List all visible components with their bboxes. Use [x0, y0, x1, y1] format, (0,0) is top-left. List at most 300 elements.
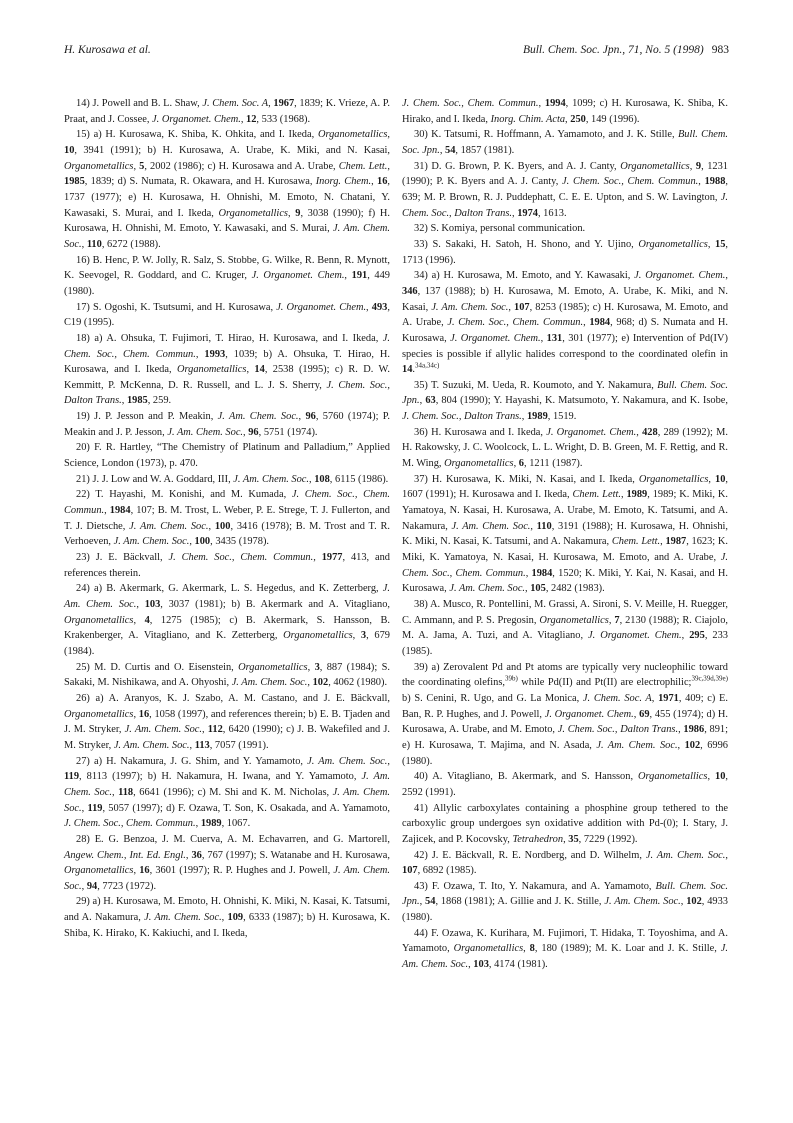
volume-number: 14	[254, 364, 265, 376]
reference-text: , 1211 (1987).	[524, 458, 583, 470]
journal-name: J. Organomet. Chem.	[588, 630, 682, 642]
reference-text: , 3191 (1988); H. Kurosawa, H. Ohnishi, K. Miki, N. Kasai, K. Tatsumi, and A. Nakamura,	[402, 520, 729, 548]
volume-number: 1993	[204, 348, 226, 360]
superscript-citation: 39b)	[505, 674, 518, 683]
journal-name: J. Chem. Soc., Chem. Commun.	[562, 176, 699, 188]
volume-number: 54	[425, 896, 436, 908]
reference-text: while Pd(II) and Pt(II) are electrophilic;	[517, 677, 692, 689]
reference-text: A. Vitagliano, B. Akermark, and S. Hansson,	[432, 771, 638, 783]
volume-number: 102	[312, 677, 329, 689]
volume-number: 96	[248, 426, 259, 438]
journal-name: Organometallics	[64, 160, 134, 172]
reference-text: ,	[513, 458, 519, 470]
reference-text: ,	[352, 630, 361, 642]
reference-number: 17)	[76, 301, 93, 313]
superscript-citation: 39c,39d,39e)	[691, 674, 728, 683]
volume-number: 109	[227, 912, 244, 924]
volume-number: 1985	[126, 395, 148, 407]
journal-name: Angew. Chem., Int. Ed. Engl.	[64, 849, 186, 861]
volume-number: 107	[514, 301, 530, 313]
reference-text: T. Suzuki, M. Ueda, R. Koumoto, and Y. Nakamura,	[430, 379, 658, 391]
volume-number: 10	[64, 144, 75, 156]
reference-text: , 3941 (1991); b) H. Kurosawa, A. Urabe, K. Miki, and N. Kasai,	[74, 144, 390, 156]
volume-number: 69	[639, 708, 650, 720]
volume-number: 108	[314, 473, 330, 485]
reference-text: H. Kurosawa, K. Miki, N. Kasai, and I. Ikeda,	[431, 473, 639, 485]
journal-name: J. Chem. Soc., Chem. Commun.	[402, 98, 539, 109]
journal-name: J. Organomet. Chem.	[544, 708, 634, 720]
reference-text: ,	[133, 865, 140, 877]
reference-text: ,	[287, 207, 296, 219]
reference-number: 37)	[414, 473, 432, 485]
volume-number: 1985	[64, 176, 85, 188]
journal-name: J. Am. Chem. Soc.	[64, 223, 390, 250]
reference-text: S. Sakaki, H. Satoh, H. Shono, and Y. Ujino,	[432, 238, 639, 250]
volume-number: 9	[295, 207, 301, 219]
journal-name: J. Am. Chem. Soc.	[64, 786, 390, 814]
reference-text: , 1839; d) S. Numata, R. Okawara, and H. Kurosawa,	[84, 176, 316, 188]
volume-number: 113	[194, 739, 210, 751]
reference-entry	[402, 378, 728, 425]
journal-name: Organometallics	[64, 708, 134, 720]
journal-name: J. Chem. Soc., Chem. Commun.	[64, 818, 196, 830]
reference-text: ,	[689, 160, 696, 172]
volume-number: 110	[536, 520, 552, 532]
reference-text: a) A. Ohsuka, T. Fujimori, T. Hirao, H. Kurosawa, and I. Ikeda,	[94, 332, 383, 344]
reference-entry	[64, 409, 390, 440]
journal-name: J. Am. Chem. Soc.	[124, 724, 203, 736]
reference-text: , 4933 (1980).	[402, 896, 729, 924]
journal-name: J. Chem. Soc., Dalton Trans.	[402, 411, 522, 423]
references-column-left	[64, 96, 390, 941]
reference-text: , 1039; b) A. Ohsuka, T. Hirao, H. Kurosawa, and I. Ikeda,	[64, 348, 390, 376]
reference-text: ,	[371, 176, 377, 188]
journal-name: Organometallics	[638, 473, 709, 485]
reference-text: , 289 (1992); M. H. Rakowsky, J. C. Woolcock, L. L. Wright, D. B. Green, M. F. Rettig, and R. M. Wing,	[402, 426, 729, 470]
reference-entry	[402, 268, 728, 378]
reference-text: ,	[563, 833, 569, 845]
volume-number: 63	[425, 395, 436, 407]
reference-number: 23)	[76, 552, 96, 564]
volume-number: 112	[207, 724, 223, 736]
reference-text: J. Powell and B. L. Shaw,	[92, 98, 203, 109]
reference-text: D. G. Brown, P. K. Byers, and A. J. Canty,	[431, 160, 621, 172]
volume-number: 191	[351, 270, 368, 282]
reference-text: , 2592 (1991).	[402, 771, 728, 798]
reference-text: ,	[104, 505, 110, 517]
journal-name: Bull. Chem. Soc. Jpn.	[402, 379, 729, 407]
reference-text: , 107; B. M. Trost, L. Weber, P. E. Strege, T. J. Fullerton, and T. J. Dietsche,	[64, 505, 391, 532]
volume-number: 1984	[589, 317, 611, 329]
reference-entry	[402, 237, 728, 268]
reference-text: ,	[508, 301, 515, 313]
reference-number: 22)	[76, 489, 96, 501]
reference-text: ,	[268, 98, 274, 109]
journal-name: J. Am. Chem. Soc.	[402, 943, 728, 971]
reference-text: , 1839; K. Vrieze, A. P. Praat, and J. Cossee,	[64, 98, 390, 125]
reference-text: ,	[678, 724, 684, 736]
reference-entry	[64, 550, 390, 581]
reference-text: ,	[387, 129, 391, 141]
volume-number: 346	[402, 285, 418, 297]
volume-number: 10	[715, 473, 726, 485]
reference-number: 18)	[76, 332, 95, 344]
reference-text: ,	[633, 708, 640, 720]
reference-number: 39)	[414, 661, 432, 673]
reference-text: ,	[81, 238, 87, 250]
reference-text: ,	[111, 786, 119, 798]
reference-entry	[64, 253, 390, 300]
volume-number: 103	[144, 599, 161, 610]
journal-name: J. Am. Chem. Soc.	[307, 755, 388, 767]
journal-name: J. Organomet. Chem.	[450, 332, 541, 344]
reference-text: ,	[136, 599, 145, 610]
volume-number: 1989	[626, 489, 648, 501]
reference-entry	[402, 472, 728, 597]
reference-entry	[64, 440, 390, 471]
reference-text: ,	[419, 896, 426, 908]
reference-text: ,	[707, 771, 715, 783]
reference-text: ,	[208, 520, 215, 532]
reference-text: ,	[608, 614, 615, 626]
reference-text: ,	[707, 238, 716, 250]
reference-text: , 5057 (1997); d) F. Ozawa, T. Son, K. Osakada, and A. Yamamoto,	[102, 802, 391, 814]
reference-entry	[402, 425, 728, 472]
reference-number: 41)	[414, 802, 433, 814]
volume-number: 94	[86, 880, 98, 892]
journal-name: J. Am. Chem. Soc.	[233, 473, 309, 485]
reference-entry	[64, 754, 390, 832]
volume-number: 131	[546, 332, 563, 344]
volume-number: 1988	[704, 176, 726, 188]
reference-text: , 5760 (1974); P. Meakin and J. P. Jesson,	[64, 411, 390, 438]
reference-text: T. Hayashi, M. Konishi, and M. Kumada,	[95, 489, 292, 501]
volume-number: 96	[305, 411, 316, 423]
reference-text: , 1713 (1996).	[402, 238, 729, 266]
reference-number: 43)	[414, 880, 432, 892]
reference-text: ,	[680, 896, 687, 908]
reference-text: J. E. Bäckvall, R. E. Nordberg, and D. Wilhelm,	[431, 849, 646, 861]
journal-name: J. Chem. Soc. A	[582, 692, 652, 704]
reference-text: , 259.	[147, 395, 172, 407]
reference-text: ,	[81, 802, 88, 814]
reference-text: ,	[221, 912, 228, 924]
reference-number: 15)	[76, 129, 94, 141]
journal-name: J. Am. Chem. Soc.	[449, 583, 526, 595]
reference-text: a) Zerovalent Pd and Pt atoms are typically very nucleophilic toward the coordinating olefins,	[402, 661, 728, 689]
reference-text: , 1058 (1997), and references therein; b) E. B. Tjaden and J. M. Stryker,	[64, 708, 390, 736]
volume-number: 250	[570, 113, 586, 125]
reference-number: 25)	[76, 661, 95, 673]
reference-text: ,	[530, 520, 537, 532]
reference-text: ,	[133, 614, 145, 626]
journal-name: J. Organomet. Chem.	[634, 270, 726, 282]
reference-text: , 3038 (1990); f) H. Kurosawa, H. Ohnishi, M. Emoto, Y. Kawasaki, and S. Murai,	[64, 207, 390, 235]
reference-text: , 891; e) H. Kurosawa, T. Majima, and N. Asada,	[402, 724, 728, 751]
reference-text: , 409; c) E. Ban, R. P. Hughes, and J. Powell,	[402, 692, 728, 720]
reference-text: J. P. Jesson and P. Meakin,	[94, 411, 218, 423]
reference-text: ,	[387, 160, 390, 172]
reference-text: , 233 (1985).	[402, 630, 728, 657]
reference-text: , 1857 (1981).	[455, 144, 515, 156]
page-number: 983	[711, 44, 729, 56]
reference-entry	[64, 127, 390, 252]
reference-number: 16)	[76, 254, 93, 266]
reference-text: , 6115 (1986).	[329, 473, 389, 485]
reference-text: , 639; M. P. Brown, R. J. Puddephatt, C. E. E. Upton, and S. W. Lavington,	[402, 176, 728, 203]
volume-number: 3	[314, 661, 320, 673]
volume-number: 107	[402, 865, 418, 877]
volume-number: 105	[530, 583, 546, 595]
reference-text: , 7057 (1991).	[209, 739, 269, 751]
reference-text: , 2482 (1983).	[545, 583, 605, 595]
reference-text: ,	[189, 739, 195, 751]
reference-text: ,	[298, 411, 306, 423]
reference-entry	[402, 801, 728, 848]
volume-number: 1984	[531, 567, 553, 579]
reference-text: , 301 (1977); e) Intervention of Pd(IV) species is possible if allylic halides correspond to the coordinated olefin in	[402, 332, 728, 360]
reference-entry	[402, 127, 728, 158]
reference-number: 20)	[76, 442, 95, 454]
journal-name: J. Am. Chem. Soc.	[451, 520, 531, 532]
reference-text: , 449 (1980).	[64, 270, 391, 297]
volume-number: 1974	[517, 207, 538, 219]
reference-text: ,	[583, 317, 590, 329]
volume-number: 14	[402, 364, 413, 376]
reference-number: 21)	[76, 473, 93, 485]
reference-text: , 1737 (1977); e) H. Kurosawa, H. Ohnishi, M. Emoto, N. Chatani, Y. Kawasaki, S. Murai, and I. Ikeda,	[64, 176, 390, 219]
journal-name: Organometallics	[64, 614, 134, 626]
reference-text: a) H. Kurosawa, K. Shiba, K. Ohkita, and I. Ikeda,	[93, 129, 318, 141]
reference-text: ,	[677, 739, 685, 751]
reference-text: , 1275 (1985); c) B. Akermark, S. Hansson, B. Krakenberger, A. Vitagliano, and K. Zetterberg,	[64, 614, 390, 642]
reference-text: ,	[660, 536, 666, 548]
reference-text: H. Kurosawa and I. Ikeda,	[431, 426, 547, 438]
reference-text: , 8113 (1997); b) H. Nakamura, H. Iwana, and Y. Yamamoto,	[79, 771, 362, 783]
journal-name: Chem. Lett.	[611, 536, 661, 548]
reference-text: ,	[565, 113, 571, 125]
volume-number: 8	[529, 943, 535, 955]
reference-text: , 6641 (1996); c) M. Shi and K. M. Nicholas,	[133, 786, 333, 798]
journal-name: J. Chem. Soc. A	[202, 98, 269, 109]
reference-entry	[402, 769, 728, 800]
reference-text: , 1623; K. Miki, K. Yamatoya, N. Kasai, H. Kurosawa, M. Emoto, and A. Urabe,	[402, 536, 728, 564]
reference-text: ,	[81, 880, 87, 892]
reference-text: J. J. Low and W. A. Goddard, III,	[92, 473, 234, 485]
journal-name: J. Am. Chem. Soc.	[144, 912, 222, 924]
reference-text: ,	[133, 708, 139, 720]
reference-number: 38)	[414, 599, 430, 610]
reference-entry	[64, 660, 390, 691]
reference-text: , 6420 (1990); c) J. B. Wakefiled and J. M. Stryker,	[64, 724, 391, 751]
reference-text: ,	[307, 677, 313, 689]
journal-name: J. Chem. Soc., Dalton Trans.	[64, 379, 390, 407]
journal-name: J. Am. Chem. Soc.	[64, 771, 390, 798]
journal-name: J. Chem. Soc., Chem. Commun.	[447, 317, 584, 329]
reference-text: ,	[189, 536, 195, 548]
reference-text: B. Henc, P. W. Jolly, R. Salz, S. Stobbe, G. Wilke, R. Benn, R. Mynott, K. Seevogel, R. Goddard, and C. Kruger,	[64, 254, 390, 282]
reference-text: ,	[725, 849, 728, 861]
journal-name: Organometallics	[453, 943, 524, 955]
reference-text: ,	[366, 301, 372, 313]
reference-text: , 887 (1984); S. Sakaki, M. Nishikawa, and A. Ohyoshi,	[64, 661, 390, 689]
reference-text: , 7723 (1972).	[97, 880, 157, 892]
reference-entry	[64, 832, 390, 895]
journal-name: J. Organomet. Chem.	[152, 113, 241, 125]
volume-number: 295	[689, 630, 705, 642]
volume-number: 3	[360, 630, 367, 642]
reference-text: ,	[468, 959, 474, 971]
header-journal-info	[523, 44, 729, 56]
journal-name: Chem. Lett.	[572, 489, 621, 501]
reference-text: ,	[511, 207, 518, 219]
reference-text: , 6333 (1987); b) H. Kurosawa, K. Shiba, K. Hirako, K. Kakiuchi, and I. Ikeda,	[64, 912, 390, 939]
volume-number: 16	[138, 708, 150, 720]
journal-name: J. Am. Chem. Soc.	[167, 426, 244, 438]
journal-name: J. Organomet. Chem.	[251, 270, 345, 282]
reference-text: a) H. Kurosawa, M. Emoto, and Y. Kawasaki,	[431, 270, 635, 282]
reference-entry	[64, 487, 390, 550]
reference-text: , 3435 (1978).	[210, 536, 269, 548]
reference-text: a) B. Akermark, G. Akermark, L. S. Hegedus, and K. Zetterberg,	[94, 583, 383, 595]
reference-number: 26)	[76, 692, 96, 704]
reference-text: .	[412, 364, 415, 376]
reference-text: ,	[538, 98, 545, 109]
reference-text: , 1607 (1991); H. Kurosawa and I. Ikeda,	[402, 473, 728, 501]
reference-text: , 804 (1990); Y. Hayashi, K. Matsumoto, Y. Nakamura, and K. Isobe,	[435, 395, 729, 407]
reference-number: 24)	[76, 583, 95, 595]
reference-entry	[64, 472, 390, 488]
reference-text: ,	[419, 395, 426, 407]
journal-name: Organometallics	[176, 364, 247, 376]
journal-name: Bull. Chem. Soc. Jpn.	[402, 880, 728, 908]
reference-number: 31)	[414, 160, 432, 172]
journal-name: Tetrahedron	[512, 833, 564, 845]
journal-name: Chem. Lett.	[338, 160, 388, 172]
reference-text: , 6996 (1980).	[402, 739, 728, 767]
reference-entry	[64, 894, 390, 941]
reference-text: , 767 (1997); S. Watanabe and H. Kurosawa,	[201, 849, 391, 861]
reference-text: F. Ozawa, K. Kurihara, M. Fujimori, T. Hidaka, T. Toyoshima, and A. Yamamoto,	[402, 927, 729, 955]
reference-text: Allylic carboxylates containing a phosphine group tethered to the carboxylic group undergoes syn oxidative addition with Pd-(0); I. Stary, J. Zajicek, and P. Kocovsky,	[402, 802, 729, 845]
reference-entry	[402, 159, 728, 222]
journal-name: J. Am. Chem. Soc.	[596, 739, 678, 751]
reference-text: , 968; d) S. Numata and H. Kurosawa,	[402, 317, 728, 344]
reference-text: ,	[725, 270, 728, 282]
reference-text: , 4174 (1981).	[488, 959, 548, 971]
reference-text: ,	[521, 411, 527, 423]
reference-text: , 2538 (1995); c) R. D. W. Kemmitt, P. McKenna, D. R. Russell, and L. J. S. Sherry,	[64, 364, 390, 391]
reference-text: M. D. Curtis and O. Eisenstein,	[94, 661, 239, 673]
volume-number: 6	[518, 458, 524, 470]
journal-name: J. Organomet. Chem.	[276, 301, 367, 313]
reference-entry	[402, 926, 728, 973]
reference-text: ,	[195, 348, 205, 360]
reference-text: ,	[525, 567, 532, 579]
reference-text: , 1989; K. Miki, K. Yamatoya, N. Kasai, H. Kurosawa, A. Urabe, M. Emoto, K. Tatsumi, and A. Nakamura,	[402, 489, 728, 532]
reference-number: 32)	[414, 223, 431, 235]
journal-name: J. Am. Chem. Soc.	[64, 583, 391, 610]
volume-number: 15	[715, 238, 726, 250]
reference-text: , 1868 (1981); A. Gillie and J. K. Stille,	[435, 896, 605, 908]
reference-text: ,	[523, 943, 530, 955]
volume-number: 7	[614, 614, 620, 626]
reference-text: ,	[121, 395, 127, 407]
reference-entry	[64, 581, 390, 659]
reference-text: , 137 (1988); b) H. Kurosawa, M. Emoto, A. Urabe, K. Miki, and N. Kasai,	[402, 285, 728, 313]
reference-text: , 3416 (1978); B. M. Trost and T. R. Verhoeven,	[64, 520, 391, 548]
header-authors: H. Kurosawa et al.	[64, 44, 151, 56]
reference-text: , 3037 (1981); b) B. Akermark and A. Vitagliano,	[160, 599, 390, 610]
journal-name: Organometallics	[218, 207, 288, 219]
reference-text: ,	[240, 113, 247, 125]
volume-number: 102	[684, 739, 701, 751]
volume-number: 100	[194, 536, 211, 548]
journal-name: Organometallics	[638, 238, 708, 250]
reference-text: ,	[307, 661, 315, 673]
volume-number: 12	[246, 113, 257, 125]
journal-name: Organometallics	[444, 458, 514, 470]
reference-text: , 180 (1989); M. K. Loar and J. K. Stille,	[534, 943, 721, 955]
reference-text: ,	[708, 473, 715, 485]
volume-number: 1989	[200, 818, 222, 830]
journal-name: J. Am. Chem. Soc.	[129, 520, 209, 532]
reference-text: , 3601 (1997); R. P. Hughes and J. Powell,	[149, 865, 334, 877]
volume-number: 1984	[109, 505, 131, 517]
reference-text: , 1520; K. Miki, Y. Kai, N. Kasai, and H. Kurosawa,	[402, 567, 728, 595]
volume-number: 16	[377, 176, 388, 188]
header-journal: Bull. Chem. Soc. Jpn., 71, No. 5 (1998)	[522, 44, 704, 56]
reference-number: 34)	[414, 270, 432, 282]
reference-text: E. G. Benzoa, J. M. Cuerva, A. M. Echavarren, and G. Martorell,	[94, 833, 390, 845]
reference-text: ,	[681, 630, 690, 642]
volume-number: 1987	[665, 536, 687, 548]
reference-number: 33)	[414, 238, 433, 250]
reference-number: 29)	[76, 896, 93, 908]
reference-text: ,	[620, 489, 627, 501]
reference-number: 14)	[76, 98, 93, 109]
volume-number: 1971	[658, 692, 679, 704]
journal-name: J. Am. Chem. Soc.	[645, 849, 726, 861]
volume-number: 118	[118, 786, 134, 798]
reference-number: 35)	[414, 379, 431, 391]
volume-number: 1994	[544, 98, 566, 109]
volume-number: 4	[144, 614, 150, 626]
journal-name: Organometallics	[317, 129, 388, 141]
reference-text: ,	[243, 426, 249, 438]
journal-name: J. Am. Chem. Soc.	[217, 411, 299, 423]
volume-number: 102	[686, 896, 702, 908]
reference-text: , 1519.	[547, 411, 577, 423]
reference-text: a) H. Kurosawa, M. Emoto, H. Ohnishi, K. Miki, N. Kasai, K. Tatsumi, and A. Nakamura,	[64, 896, 390, 924]
reference-text: , 2130 (1988); R. Ciajolo, M. A. Jama, A. Tuzi, and A. Vitagliano,	[402, 614, 728, 642]
reference-text: , 1231 (1990); P. K. Byers and A. J. Canty,	[402, 160, 729, 188]
reference-text: J. E. Bäckvall,	[95, 552, 169, 564]
journal-name: J. Am. Chem. Soc.	[431, 301, 509, 313]
volume-number: 1989	[526, 411, 548, 423]
reference-text: A. Musco, R. Pontellini, M. Grassi, A. Sironi, S. V. Meille, H. Ruegger, C. Ammann, and P. S. Pregosin,	[402, 599, 729, 626]
reference-text: ,	[344, 270, 352, 282]
journal-name: Organometallics	[620, 160, 690, 172]
reference-text: b) S. Cenini, R. Ugo, and G. La Monica,	[402, 692, 583, 704]
reference-text: , 149 (1996).	[585, 113, 640, 125]
journal-name: J. Chem. Soc., Chem. Commun.	[64, 489, 390, 517]
reference-entry	[402, 879, 728, 926]
reference-text: ,	[636, 426, 643, 438]
volume-number: 110	[86, 238, 102, 250]
volume-number: 36	[191, 849, 202, 861]
reference-text: , 1067.	[221, 818, 251, 830]
